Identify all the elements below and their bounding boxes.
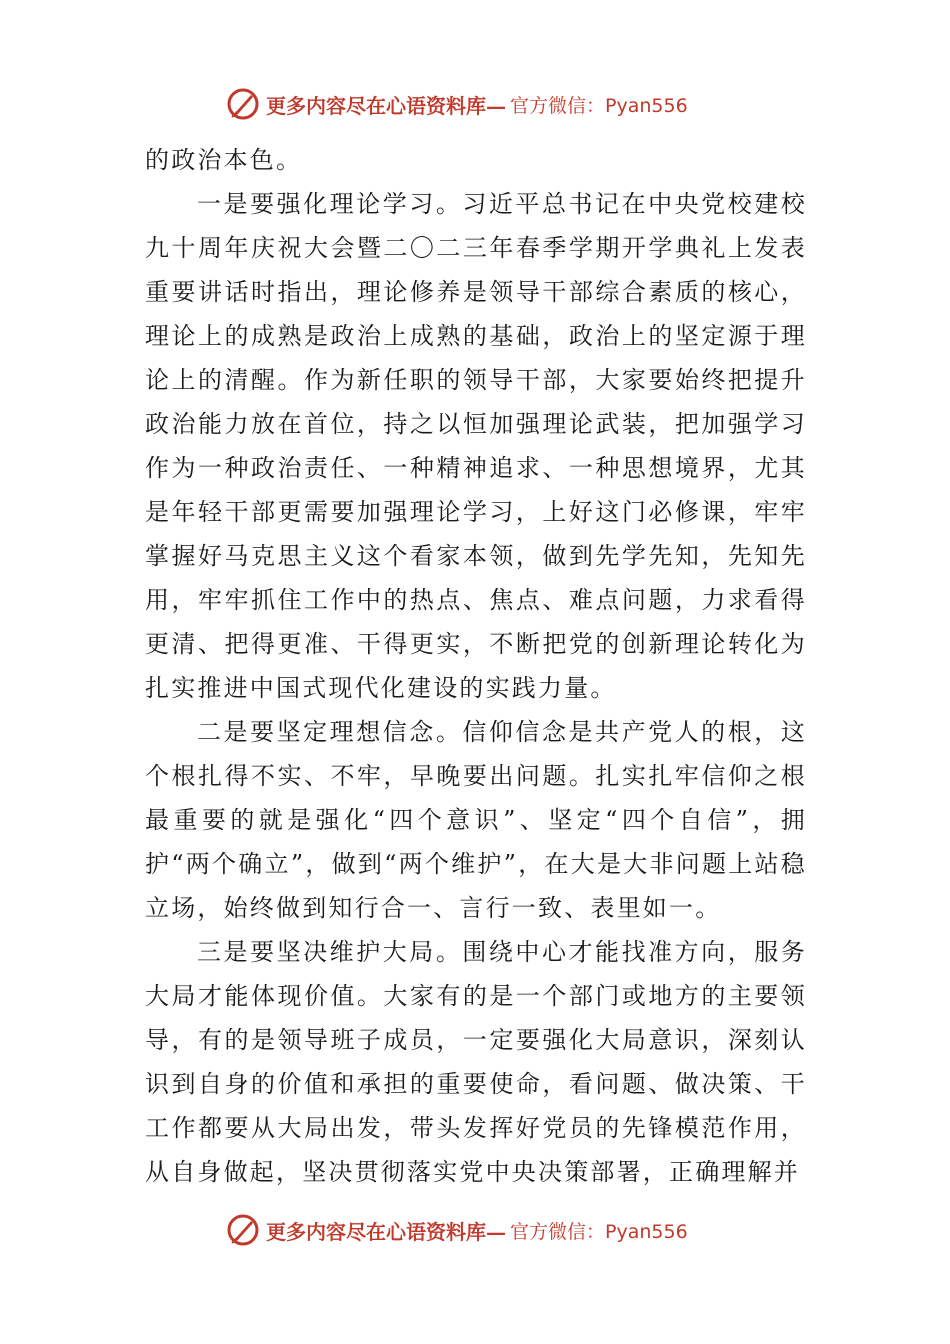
footer-contact: 官方微信：Pyan556 <box>510 1220 688 1243</box>
quill-logo-icon <box>226 1213 260 1247</box>
footer-slogan: 更多内容尽在心语资料库— <box>266 1219 506 1244</box>
footer-banner <box>226 1210 688 1250</box>
paragraph-continuation: 的政治本色。 <box>145 146 303 174</box>
paragraph-ideals-beliefs: 二是要坚定理想信念。信仰信念是共产党人的根，这个根扎得不实、不牢，早晚要出问题。扎实扎牢信仰之根最重要的就是强化“四个意识”、坚定“四个自信”，拥护“两个确立”，做到“两个维护”，在大是大非问题上站稳立场，始终做到知行合一、言行一致、表里如一。 <box>145 718 807 922</box>
document-body <box>145 138 807 1194</box>
header-banner <box>226 84 688 124</box>
paragraph-theory-study: 一是要强化理论学习。习近平总书记在中央党校建校九十周年庆祝大会暨二〇二三年春季学期开学典礼上发表重要讲话时指出，理论修养是领导干部综合素质的核心，理论上的成熟是政治上成熟的基础，政治上的坚定源于理论上的清醒。作为新任职的领导干部，大家要始终把提升政治能力放在首位，持之以恒加强理论武装，把加强学习作为一种政治责任、一种精神追求、一种思想境界，尤其是年轻干部更需要加强理论学习，上好这门必修课，牢牢掌握好马克思主义这个看家本领，做到先学先知，先知先用，牢牢抓住工作中的热点、焦点、难点问题，力求看得更清、把得更准、干得更实，不断把党的创新理论转化为扎实推进中国式现代化建设的实践力量。 <box>145 190 807 702</box>
header-slogan: 更多内容尽在心语资料库— <box>266 93 506 118</box>
paragraph-overall-situation: 三是要坚决维护大局。围绕中心才能找准方向，服务大局才能体现价值。大家有的是一个部门或地方的主要领导，有的是领导班子成员，一定要强化大局意识，深刻认识到自身的价值和承担的重要使命，看问题、做决策、干工作都要从大局出发，带头发挥好党员的先锋模范作用，从自身做起，坚决贯彻落实党中央决策部署，正确理解并 <box>145 938 807 1186</box>
quill-logo-icon <box>226 87 260 121</box>
header-contact: 官方微信：Pyan556 <box>510 94 688 117</box>
